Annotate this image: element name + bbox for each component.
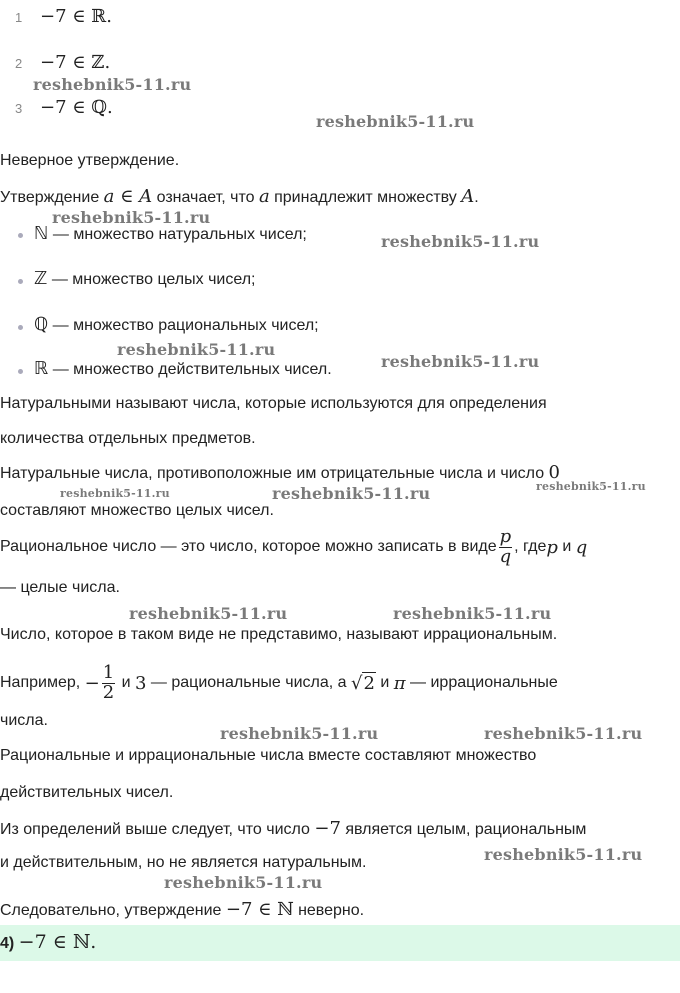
watermark: reshebnik5-11.ru xyxy=(484,845,643,864)
set-text: — множество целых чисел; xyxy=(47,271,256,288)
watermark: reshebnik5-11.ru xyxy=(117,340,276,359)
watermark: reshebnik5-11.ru xyxy=(393,604,552,623)
watermark: reshebnik5-11.ru xyxy=(220,724,379,743)
example-text: — иррациональные xyxy=(405,674,558,691)
membership-text: означает, что xyxy=(152,189,259,206)
natural-definition-line: количества отдельных предметов. xyxy=(0,430,256,447)
fraction-numerator: p xyxy=(499,525,512,547)
conclusion-line xyxy=(0,818,586,839)
fraction-numerator: 1 xyxy=(102,661,115,683)
integer-definition-line: составляют множество целых чисел. xyxy=(0,502,274,519)
bullet xyxy=(18,325,23,330)
number-three: 3 xyxy=(135,672,147,694)
example-line: числа. xyxy=(0,712,48,729)
set-item xyxy=(34,358,332,379)
watermark: reshebnik5-11.ru xyxy=(164,873,323,892)
item-number: 1 xyxy=(15,10,23,25)
example-line xyxy=(0,657,558,709)
watermark: reshebnik5-11.ru xyxy=(484,724,643,743)
therefore-text: Следовательно, утверждение xyxy=(0,902,226,919)
bullet xyxy=(18,233,23,238)
real-definition-line: действительных чисел. xyxy=(0,784,174,801)
bullet xyxy=(18,279,23,284)
answer-line xyxy=(0,931,96,953)
watermark: reshebnik5-11.ru xyxy=(52,208,211,227)
item-expression: −7 ∈ ℝ. xyxy=(40,6,112,27)
item-number: 3 xyxy=(15,101,23,116)
var-p: p xyxy=(546,536,558,558)
watermark: reshebnik5-11.ru xyxy=(33,75,192,94)
irrational-definition: Число, которое в таком виде не представимо, называют иррациональным. xyxy=(0,626,558,643)
conclusion-text: является целым, рациональным xyxy=(340,821,587,838)
pi-symbol: π xyxy=(393,672,406,694)
watermark: reshebnik5-11.ru xyxy=(60,487,170,500)
zero-number: 0 xyxy=(548,462,560,483)
rational-definition-line: — целые числа. xyxy=(0,579,120,596)
integer-definition-line xyxy=(0,462,560,483)
answer-label: 4) xyxy=(0,935,19,952)
example-text: и xyxy=(117,674,136,691)
false-statement-formula: −7 ∈ ℕ xyxy=(225,899,294,920)
answer-expression: −7 ∈ ℕ. xyxy=(18,931,97,953)
watermark: reshebnik5-11.ru xyxy=(381,352,540,371)
watermark: reshebnik5-11.ru xyxy=(381,232,540,251)
membership-text: . xyxy=(474,189,479,206)
set-item xyxy=(34,268,256,289)
sqrt-two xyxy=(351,673,376,694)
watermark: reshebnik5-11.ru xyxy=(536,480,646,493)
var-q: q xyxy=(575,536,588,558)
item-expression: −7 ∈ ℤ. xyxy=(40,52,111,73)
set-text: — множество натуральных чисел; xyxy=(48,226,307,243)
therefore-line xyxy=(0,899,364,920)
fraction-denominator: 2 xyxy=(102,681,115,703)
number-minus-seven: −7 xyxy=(314,818,341,839)
rational-definition-line xyxy=(0,522,587,572)
example-text: Например, xyxy=(0,674,85,691)
set-item xyxy=(34,314,319,335)
watermark: reshebnik5-11.ru xyxy=(129,604,288,623)
watermark: reshebnik5-11.ru xyxy=(316,112,475,131)
membership-text: принадлежит множеству xyxy=(269,189,462,206)
rational-text: , где xyxy=(514,538,547,555)
real-definition-line: Рациональные и иррациональные числа вместе составляют множество xyxy=(0,747,537,764)
fraction-p-over-q xyxy=(499,525,513,567)
membership-var: a xyxy=(258,186,270,207)
example-text: — рациональные числа, а xyxy=(146,674,351,691)
conclusion-line: и действительным, но не является натуральным. xyxy=(0,854,367,871)
sqrt-argument: 2 xyxy=(363,672,375,694)
set-symbol: ℝ xyxy=(34,358,49,379)
set-symbol: ℤ xyxy=(34,268,48,289)
fraction-one-half xyxy=(102,661,115,703)
membership-set: A xyxy=(461,186,475,207)
membership-text: Утверждение xyxy=(0,189,104,206)
item-expression: −7 ∈ ℚ. xyxy=(40,97,113,118)
watermark: reshebnik5-11.ru xyxy=(272,484,431,503)
answer-box xyxy=(0,925,680,961)
set-symbol: ℕ xyxy=(34,223,49,244)
membership-sentence xyxy=(0,186,479,207)
therefore-text: неверно. xyxy=(293,902,365,919)
example-text: и xyxy=(375,674,394,691)
integer-text: Натуральные числа, противоположные им отрицательные числа и число xyxy=(0,465,549,482)
set-symbol: ℚ xyxy=(34,314,49,335)
set-text: — множество действительных чисел. xyxy=(48,361,332,378)
rational-text: Рациональное число — это число, которое можно записать в виде xyxy=(0,538,497,555)
conclusion-text: Из определений выше следует, что число xyxy=(0,821,315,838)
natural-definition-line: Натуральными называют числа, которые используются для определения xyxy=(0,395,547,412)
fraction-denominator: q xyxy=(499,545,512,567)
minus-sign: − xyxy=(84,672,100,694)
statement-false: Неверное утверждение. xyxy=(0,152,180,169)
membership-formula: a ∈ A xyxy=(103,186,153,207)
item-number: 2 xyxy=(15,56,23,71)
rational-text: и xyxy=(557,538,576,555)
set-text: — множество рациональных чисел; xyxy=(48,317,319,334)
sqrt-symbol: √ xyxy=(350,672,363,694)
bullet xyxy=(18,369,23,374)
